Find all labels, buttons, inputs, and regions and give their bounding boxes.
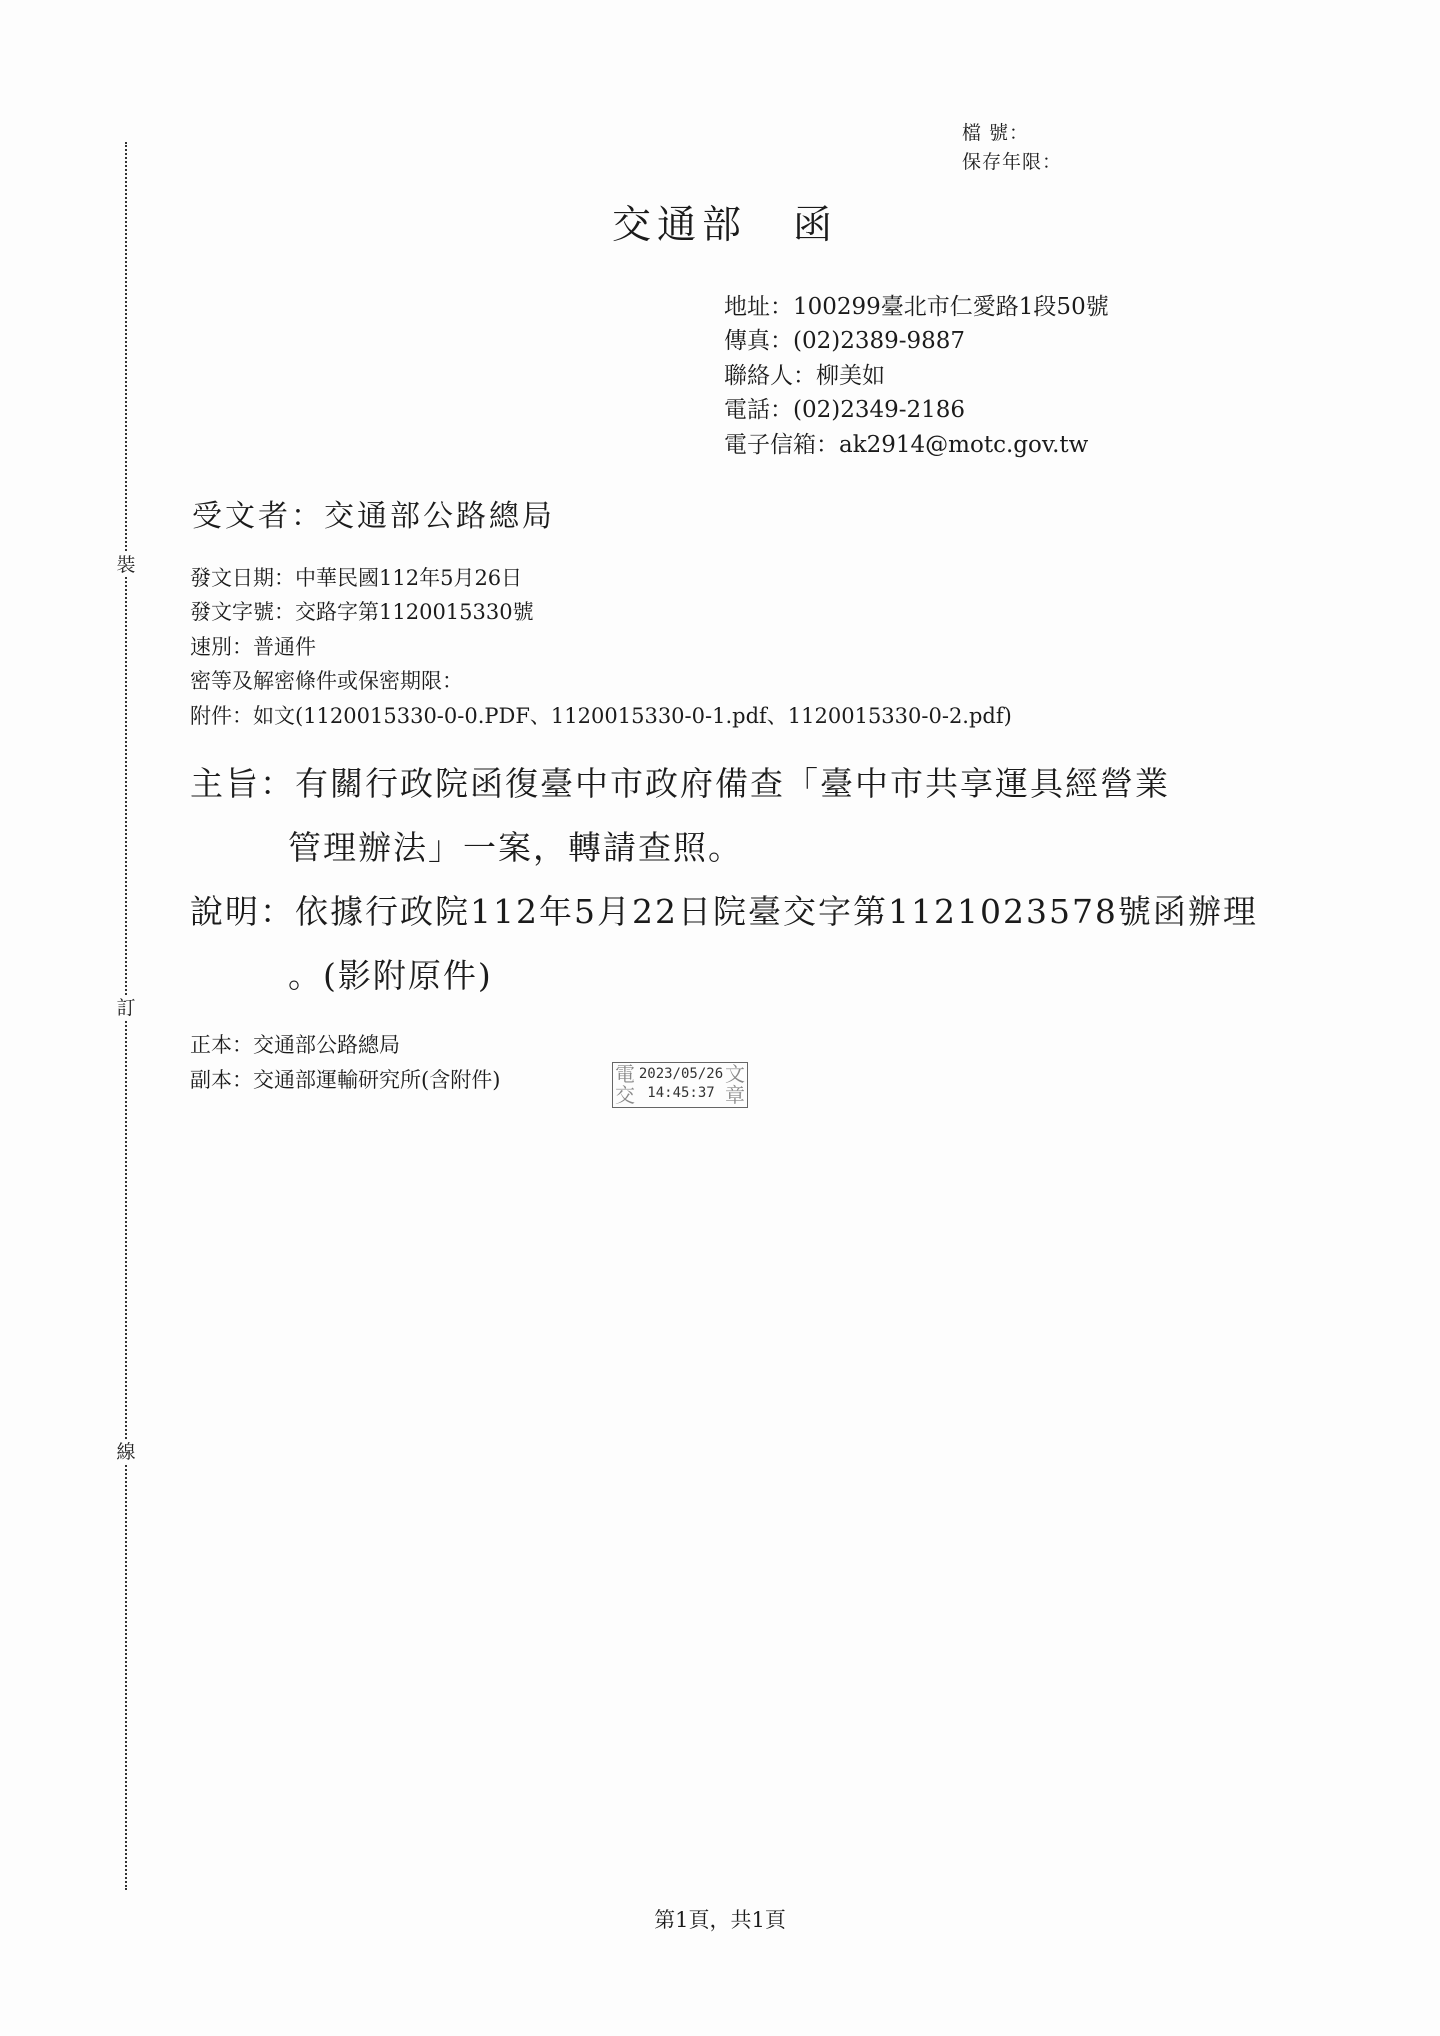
contact-email: 電子信箱：ak2914@motc.gov.tw — [724, 432, 1089, 458]
subject-line-1: 主旨：有關行政院函復臺中市政府備查「臺中市共享運具經營業 — [190, 764, 1170, 803]
binding-mark-zhuang: 裝 — [114, 553, 138, 577]
file-number-label: 檔 號： — [962, 122, 1030, 144]
delivery-speed: 速別：普通件 — [190, 635, 316, 659]
stamp-time: 14:45:37 — [647, 1085, 715, 1101]
contact-phone: 電話：(02)2349-2186 — [724, 397, 966, 423]
stamp-corner-bottom-left: 交 — [615, 1083, 635, 1107]
retention-period-label: 保存年限： — [962, 151, 1063, 173]
issuing-agency: 交通部 — [612, 203, 748, 248]
stamp-corner-top-right: 文 — [725, 1062, 745, 1086]
binding-mark-xian: 線 — [114, 1440, 138, 1464]
attachments: 附件：如文(1120015330-0-0.PDF、1120015330-0-1.pdf、1120015330-0-2.pdf) — [190, 704, 1012, 728]
contact-fax: 傳真：(02)2389-9887 — [724, 328, 966, 354]
stamp-corner-top-left: 電 — [615, 1062, 635, 1086]
document-type: 函 — [793, 203, 839, 248]
explanation-line-1: 說明：依據行政院112年5月22日院臺交字第1121023578號函辦理 — [190, 892, 1258, 931]
explanation-line-2: 。(影附原件) — [288, 956, 493, 995]
contact-person: 聯絡人：柳美如 — [724, 363, 885, 389]
stamp-corner-bottom-right: 章 — [725, 1083, 745, 1107]
stamp-datetime — [633, 1065, 729, 1103]
contact-address: 地址：100299臺北市仁愛路1段50號 — [724, 294, 1109, 320]
security-level: 密等及解密條件或保密期限： — [190, 669, 463, 693]
subject-line-2: 管理辦法」一案，轉請查照。 — [288, 828, 743, 867]
stamp-date: 2023/05/26 — [638, 1066, 724, 1082]
binding-mark-ding: 訂 — [114, 996, 138, 1020]
document-number: 發文字號：交路字第1120015330號 — [190, 600, 534, 624]
copy-recipient: 副本：交通部運輸研究所(含附件) — [190, 1068, 501, 1092]
issue-date: 發文日期：中華民國112年5月26日 — [190, 566, 523, 590]
electronic-seal-stamp — [612, 1062, 748, 1108]
recipient: 受文者：交通部公路總局 — [192, 499, 555, 534]
document-title — [612, 194, 838, 250]
original-recipient: 正本：交通部公路總局 — [190, 1033, 400, 1057]
page-number: 第1頁，共1頁 — [654, 1908, 786, 1932]
